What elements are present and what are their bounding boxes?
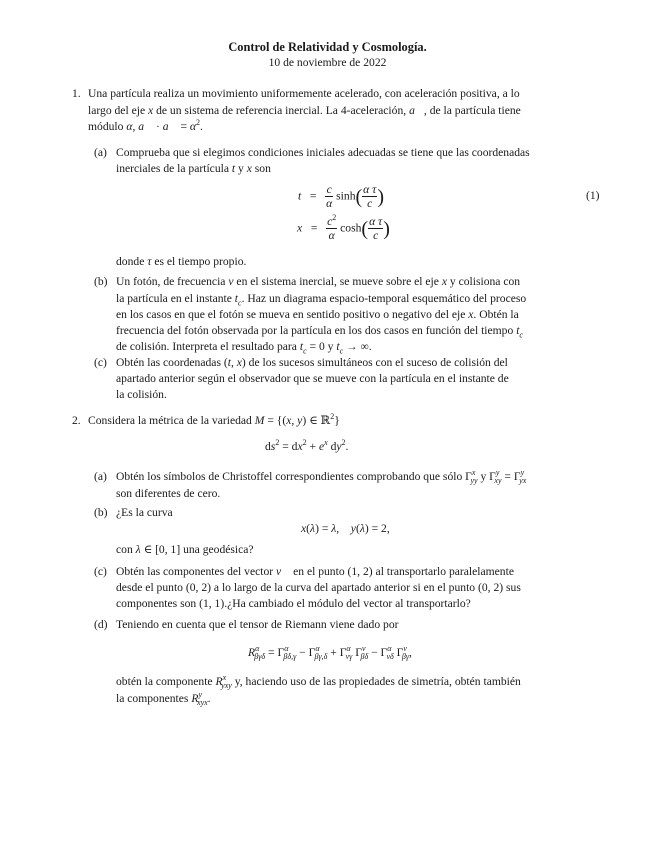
item-2d-line1: Teniendo en cuenta que el tensor de Riemann viene dado por — [116, 618, 399, 631]
problem-1-intro-line2: largo del eje x de un sistema de referencia inercial. La 4-aceleración, a⃗, de la partícula tiene — [88, 104, 521, 117]
item-2a-line2: son diferentes de cero. — [116, 487, 221, 500]
item-2b-label: (b) — [94, 506, 108, 519]
exam-date: 10 de noviembre de 2022 — [268, 56, 387, 69]
item-2d-after1: obtén la componente $R^x_{yxy}$ y, haciendo uso de las propiedades de simetría, obtén también — [116, 673, 521, 691]
item-2c-label: (c) — [94, 565, 107, 578]
riemann-equation: $R^\alpha_{\beta\gamma\delta} = \Gamma^\alpha_{\beta\delta,\gamma} - \Gamma^\alpha_{\beta\gamma,\delta} + \Gamma^\alpha_{\nu\gamma}$ $\Gamma^\nu_{\beta\delta} - \Gamma^\alpha_{\nu\delta}$ $\Gamma^\nu_{\beta\gamma}$, — [248, 644, 412, 662]
item-1b-line3: en los casos en que el fotón se mueva en sentido positivo o negativo del eje x. Obtén la — [116, 308, 519, 321]
item-2d-after2: la componentes $R^y_{xyx}$. — [116, 690, 211, 708]
item-2b-line1: ¿Es la curva — [116, 506, 173, 519]
item-1b-line4: frecuencia del fotón observada por la partícula en los dos casos en función del tiempo $t_c$ — [116, 324, 523, 340]
item-2b-after: con λ ∈ [0, 1] una geodésica? — [116, 543, 254, 556]
item-2d-label: (d) — [94, 618, 108, 631]
item-2c-line3: componentes son (1, 1).¿Ha cambiado el módulo del vector al transportarlo? — [116, 597, 471, 610]
item-2a-line1: Obtén los símbolos de Christoffel correspondientes comprobando que sólo $\Gamma^x_{yy}$ y $\Gamma^y_{xy} = \Gamma^y_{yx}$ — [116, 468, 527, 486]
equation-1-x-row: x = $\frac{c^2}{\alpha}$ cosh( $\frac{\text{α τ}}{c}$ ) — [297, 213, 390, 243]
item-2a-label: (a) — [94, 470, 107, 483]
item-1c-label: (c) — [94, 356, 107, 369]
problem-2-number: 2. — [72, 414, 81, 427]
problem-2-intro: Considera la métrica de la variedad M = {(x, y) ∈ ℝ$^2$} — [88, 412, 340, 427]
item-1b-line2: la partícula en el instante $t_c$. Haz un diagrama espacio-temporal esquemático del proceso — [116, 292, 527, 308]
item-1b-label: (b) — [94, 275, 108, 288]
metric-equation: $ds^2 = dx^2 + e^x$ $dy^2$. — [265, 438, 349, 453]
problem-1-intro-line3: módulo α, a⃗ · a⃗ = $\alpha^2$. — [88, 118, 203, 133]
problem-1-number: 1. — [72, 87, 81, 100]
item-1a-label: (a) — [94, 146, 107, 159]
item-1b-line1: Un fotón, de frecuencia ν en el sistema inercial, se mueve sobre el eje x y colisiona con — [116, 275, 521, 288]
item-2c-line2: desde el punto (0, 2) a lo largo de la curva del apartado anterior si en el punto (0, 2) sus — [116, 581, 521, 594]
problem-1-intro-line1: Una partícula realiza un movimiento uniformemente acelerado, con aceleración positiva, a lo — [88, 87, 520, 100]
item-2c-line1: Obtén las componentes del vector v⃗ en el punto (1, 2) al transportarlo paralelamente — [116, 565, 514, 578]
item-1b-line5: de colisión. Interpreta el resultado para $t_c = 0$ y $t_c$ → ∞. — [116, 340, 372, 356]
item-1c-line2: apartado anterior según el observador que se mueve con la partícula en el instante de — [116, 372, 509, 385]
equation-1-t-row: t = $\frac{c}{\alpha}$ sinh( $\frac{\text{α τ}}{c}$ ) — [298, 183, 384, 211]
exam-title: Control de Relatividad y Cosmología. — [228, 40, 427, 54]
item-1a-line1: Comprueba que si elegimos condiciones iniciales adecuadas se tiene que las coordenadas — [116, 146, 530, 159]
item-1a-line2: inerciales de la partícula t y x son — [116, 162, 271, 175]
equation-1-number: (1) — [586, 189, 600, 202]
curve-equation: x(λ) = λ, y(λ) = 2, — [301, 522, 390, 535]
item-1a-after: donde τ es el tiempo propio. — [116, 255, 247, 268]
item-1c-line3: la colisión. — [116, 388, 167, 401]
item-1c-line1: Obtén las coordenadas (t, x) de los sucesos simultáneos con el suceso de colisión del — [116, 356, 508, 369]
